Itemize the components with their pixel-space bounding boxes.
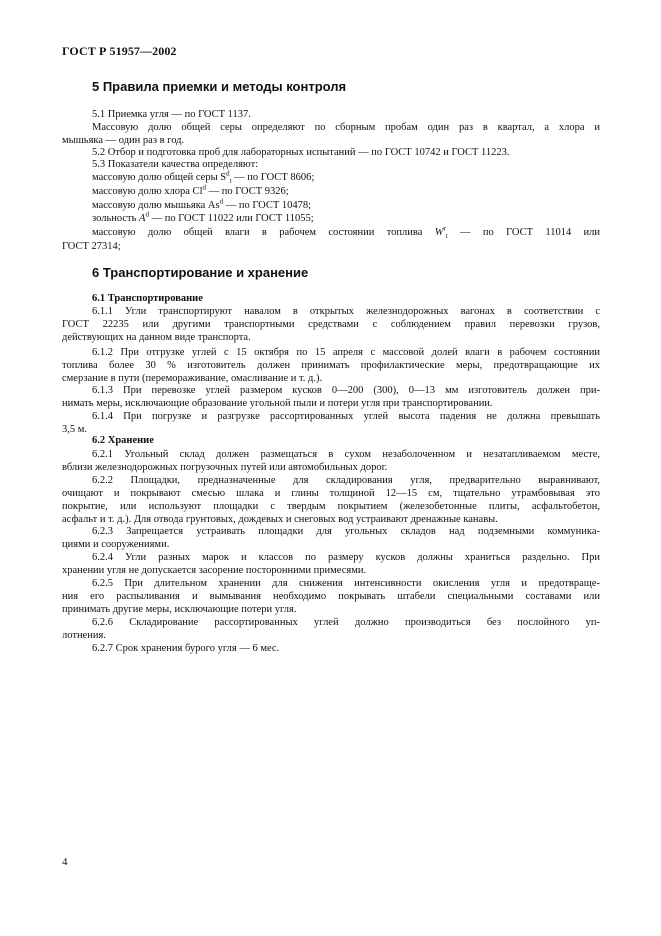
- para-6-2-2-line: асфальт и т. д.). Для отвода грунтовых, дождевых и снеговых вод устраивают дренажные канавы.: [62, 514, 498, 525]
- para-6-2-2-line: очищают и покрывают смесью шлака и глины толщиной 12—15 см, тщательно утрамбовывая это: [62, 488, 600, 499]
- symbol-a: A: [139, 213, 146, 224]
- para-6-2-6-line: лотнения.: [62, 630, 106, 641]
- para-6-2-4-line: 6.2.4 Угли разных марок и классов по размеру кусков должны храниться раздельно. При: [92, 552, 600, 563]
- symbol-w: W: [434, 227, 444, 238]
- para-5-1: 5.1 Приемка угля — по ГОСТ 1137.: [92, 109, 251, 120]
- sup-d: d: [219, 197, 224, 206]
- para-6-1-1-line: ГОСТ 22235 или другими транспортными средствами с соблюдением правил перевозки грузов,: [62, 319, 600, 330]
- para-6-1-1-line: действующих на данном виде транспорта.: [62, 332, 251, 343]
- item-chlorine-ref: — по ГОСТ 9326;: [205, 186, 289, 197]
- para-6-2-3-line: 6.2.3 Запрещается устраивать площадки для угольных складов над подземными коммуника-: [92, 526, 600, 537]
- item-arsenic-ref: — по ГОСТ 10478;: [223, 200, 312, 211]
- para-6-1-2-line: топлива более 30 % изготовитель должен принимать профилактические меры, предотвращающие их: [62, 360, 600, 371]
- item-moisture-cont: ГОСТ 27314;: [62, 241, 121, 252]
- para-6-1-3-line: нимать меры, исключающие образование угольной пыли и потери угля при транспортировании.: [62, 398, 493, 409]
- page-number: 4: [62, 856, 68, 868]
- para-6-2-5-line: принимать другие меры, исключающие потери угля.: [62, 604, 297, 615]
- para-6-2-2-line: покрытие, или используют площадки с твердым покрытием (железобетонные плиты, асфальтобетон,: [62, 501, 600, 512]
- para-6-2-6-line: 6.2.6 Складирование рассортированных углей должно производиться без послойного уп-: [92, 617, 600, 628]
- item-arsenic: [92, 199, 311, 212]
- sup-d: d: [202, 183, 206, 192]
- document-header: ГОСТ Р 51957—2002: [62, 44, 177, 58]
- item-ash-text: зольность: [92, 213, 140, 224]
- item-ash: [92, 212, 314, 225]
- section-6-title: 6 Транспортирование и хранение: [92, 265, 309, 280]
- para-6-1-4-line: 6.1.4 При погрузке и разгрузке рассортированных углей высота падения не должна превышать: [92, 411, 600, 422]
- para-6-1-1-line: 6.1.1 Угли транспортируют навалом в открытых железнодорожных вагонах в соответствии с: [92, 306, 600, 317]
- para-6-2-1-line: 6.2.1 Угольный склад должен размещаться в сухом незаболоченном и незатапливаемом месте,: [92, 449, 600, 460]
- para-5-1-line-a: Массовую долю общей серы определяют по сборным пробам один раз в квартал, а хлора и: [92, 122, 600, 133]
- sup-r: r: [443, 224, 446, 233]
- item-sulfur: [92, 171, 314, 184]
- subsection-6-2-title: 6.2 Хранение: [92, 435, 154, 446]
- para-6-2-2-line: 6.2.2 Площадки, предназначенные для складирования угля, предварительно выравнивают,: [92, 475, 600, 486]
- sup-d: d: [145, 210, 149, 219]
- section-5-title: 5 Правила приемки и методы контроля: [92, 79, 347, 94]
- para-5-1-line-b: мышьяка — один раз в год.: [62, 135, 185, 146]
- sub-t: t: [229, 177, 232, 186]
- item-ash-ref: — по ГОСТ 11022 или ГОСТ 11055;: [148, 213, 314, 224]
- item-moisture: [92, 226, 600, 239]
- para-5-3: 5.3 Показатели качества определяют:: [92, 159, 259, 170]
- item-arsenic-text: массовую долю мышьяка As: [92, 200, 220, 211]
- sup-d: d: [226, 169, 230, 178]
- para-5-2: 5.2 Отбор и подготовка проб для лабораторных испытаний — по ГОСТ 10742 и ГОСТ 11223.: [92, 147, 510, 158]
- para-6-1-2-line: смерзание в пути (перемораживание, омасливание и т. д.).: [62, 373, 323, 384]
- para-6-2-3-line: циями и сооружениями.: [62, 539, 170, 550]
- item-sulfur-ref: — по ГОСТ 8606;: [231, 172, 315, 183]
- para-6-1-4-line: 3,5 м.: [62, 424, 88, 435]
- para-6-1-3-line: 6.1.3 При перевозке углей размером кусков 0—200 (300), 0—13 мм изготовитель должен при-: [92, 385, 600, 396]
- item-chlorine-text: массовую долю хлора Cl: [92, 186, 203, 197]
- para-6-2-4-line: хранении угля не допускается засорение посторонними примесями.: [62, 565, 367, 576]
- para-6-2-5-line: 6.2.5 При длительном хранении для снижения интенсивности окисления угля и предотвраще-: [92, 578, 600, 589]
- para-6-2-7-line: 6.2.7 Срок хранения бурого угля — 6 мес.: [92, 643, 280, 654]
- sub-t: t: [445, 232, 448, 241]
- item-moisture-ref: — по ГОСТ 11014 или: [447, 227, 600, 238]
- para-6-2-5-line: ния его распыливания и вымывания необходимо покрывать штабели специальными составами или: [62, 591, 600, 602]
- para-6-1-2-line: 6.1.2 При отгрузке углей с 15 октября по 15 апреля с массовой долей влаги в рабочем состоянии: [92, 347, 600, 358]
- item-chlorine: [92, 185, 289, 198]
- item-moisture-text: массовую долю общей влаги в рабочем состоянии топлива: [92, 227, 435, 238]
- para-6-2-1-line: вблизи железнодорожных погрузочных путей или автомобильных дорог.: [62, 462, 388, 473]
- item-sulfur-text: массовую долю общей серы S: [92, 172, 227, 183]
- subsection-6-1-title: 6.1 Транспортирование: [92, 293, 203, 304]
